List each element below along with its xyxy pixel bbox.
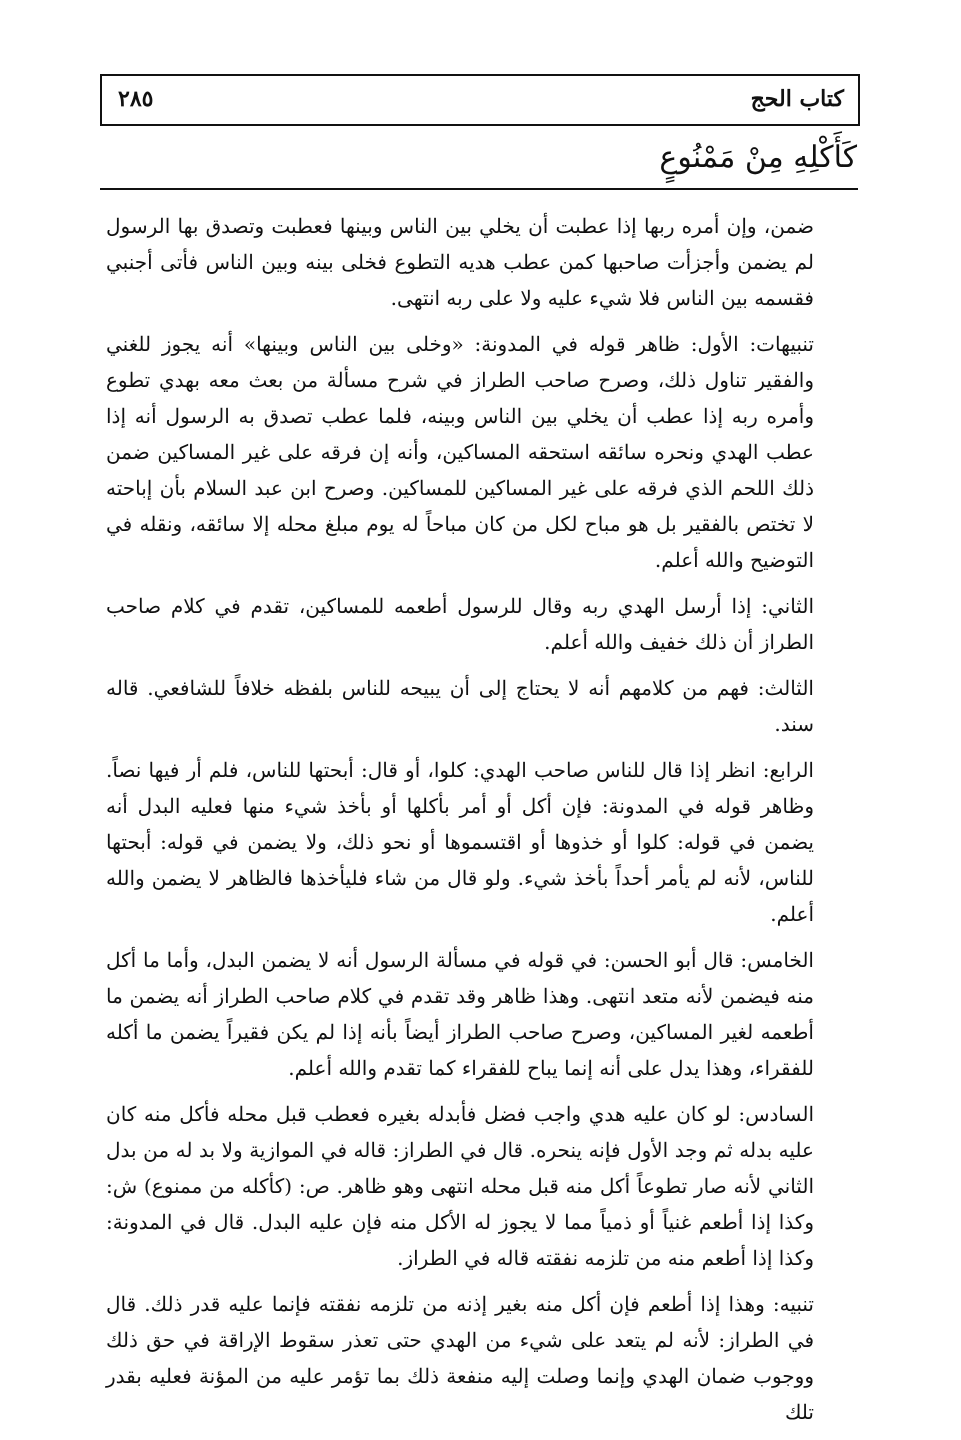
paragraph-4: الثالث: فهم من كلامهم أنه لا يحتاج إلى أن يبيحه للناس بلفظه خلافاً للشافعي. قاله سند. [106,676,814,736]
body-text [106,208,814,1440]
book-title: كتاب الحج [750,86,844,112]
paragraph-6: الخامس: قال أبو الحسن: في قوله في مسألة الرسول أنه لا يضمن البدل، وأما ما أكل منه فيضمن لأنه متعد انتهى. وهذا ظاهر وقد تقدم في كلام صاحب الطراز أنه يضمن ما أطعمه لغير المساكين، وصرح صاحب الطراز أيضاً بأنه إذا لم يكن فقيراً يضمن ما أكله للفقراء، وهذا يدل على أنه إنما يباح للفقراء كما تقدم والله أعلم. [106,948,814,1080]
title-divider [100,188,858,190]
paragraph-8: تنبيه: وهذا إذا أطعم فإن أكل منه بغير إذنه من تلزمه نفقته فإنما عليه قدر ذلك. قال في الطراز: لأنه لم يتعد على شيء من الهدي حتى تعذر سقوط الإراقة في حق ذلك ووجوب ضمان الهدي وإنما وصلت إليه منفعة ذلك بما تؤمر عليه من المؤنة فعليه بقدر تلك [106,1292,814,1424]
paragraph-7: السادس: لو كان عليه هدي واجب فضل فأبدله بغيره فعطب قبل محله فأكل منه كان عليه بدله ثم وجد الأول فإنه ينحره. قال في الطراز: قاله في الموازية ولا بد له من بدل الثاني لأنه صار تطوعاً أكل منه قبل محله انتهى وهو ظاهر. ص: (كأكله من ممنوع) ش: وكذا إذا أطعم غنياً أو ذمياً مما لا يجوز له الأكل منه فإن عليه البدل. قال في المدونة: وكذا إذا أطعم منه من تلزمه نفقته قاله في الطراز. [106,1102,814,1270]
paragraph-3: الثاني: إذا أرسل الهدي ربه وقال للرسول أطعمه للمساكين، تقدم في كلام صاحب الطراز أن ذلك خفيف والله أعلم. [106,594,814,654]
paragraph-2: تنبيهات: الأول: ظاهر قوله في المدونة: «وخلى بين الناس وبينها» أنه يجوز للغني والفقير تناول ذلك، وصرح صاحب الطراز في شرح مسألة من بعث معه بهدي تطوع وأمره ربه إذا عطب أن يخلي بين الناس وبينه، فلما عطب تصدق به الرسول أنه إذا عطب الهدي ونحره سائقه استحقه المساكين، وأنه إن فرقه على غير المساكين ضمن ذلك اللحم الذي فرقه على غير المساكين للمساكين. وصرح ابن عبد السلام بأن إباحته لا تختص بالفقير بل هو مباح لكل من كان مباحاً له يوم مبلغ محله إلا سائقه، ونقله في التوضيح والله أعلم. [106,332,814,572]
paragraph-5: الرابع: انظر إذا قال للناس صاحب الهدي: كلوا، أو قال: أبحتها للناس، فلم أر فيها نصاً. وظاهر قوله في المدونة: فإن أكل أو أمر بأكلها أو بأخذ شيء منها فعليه البدل أنه يضمن في قوله: كلوا أو خذوها أو اقتسموها أو نحو ذلك، ولا يضمن في قوله: أبحتها للناس، لأنه لم يأمر أحداً بأخذ شيء. ولو قال من شاء فليأخذها فالظاهر لا يضمن والله أعلم. [106,758,814,926]
running-header [100,74,860,126]
section-title: كَأَكْلِهِ مِنْ مَمْنُوعٍ [659,140,857,175]
paragraph-1: ضمن، وإن أمره ربها إذا عطبت أن يخلي بين الناس وبينها فعطبت وتصدق بها الرسول لم يضمن وأجزأت صاحبها كمن عطب هديه التطوع فخلى بينه وبين الناس فأتى أجنبي فقسمه بين الناس فلا شيء عليه ولا على ربه انتهى. [106,214,814,310]
page-number: ٢٨٥ [118,86,154,112]
